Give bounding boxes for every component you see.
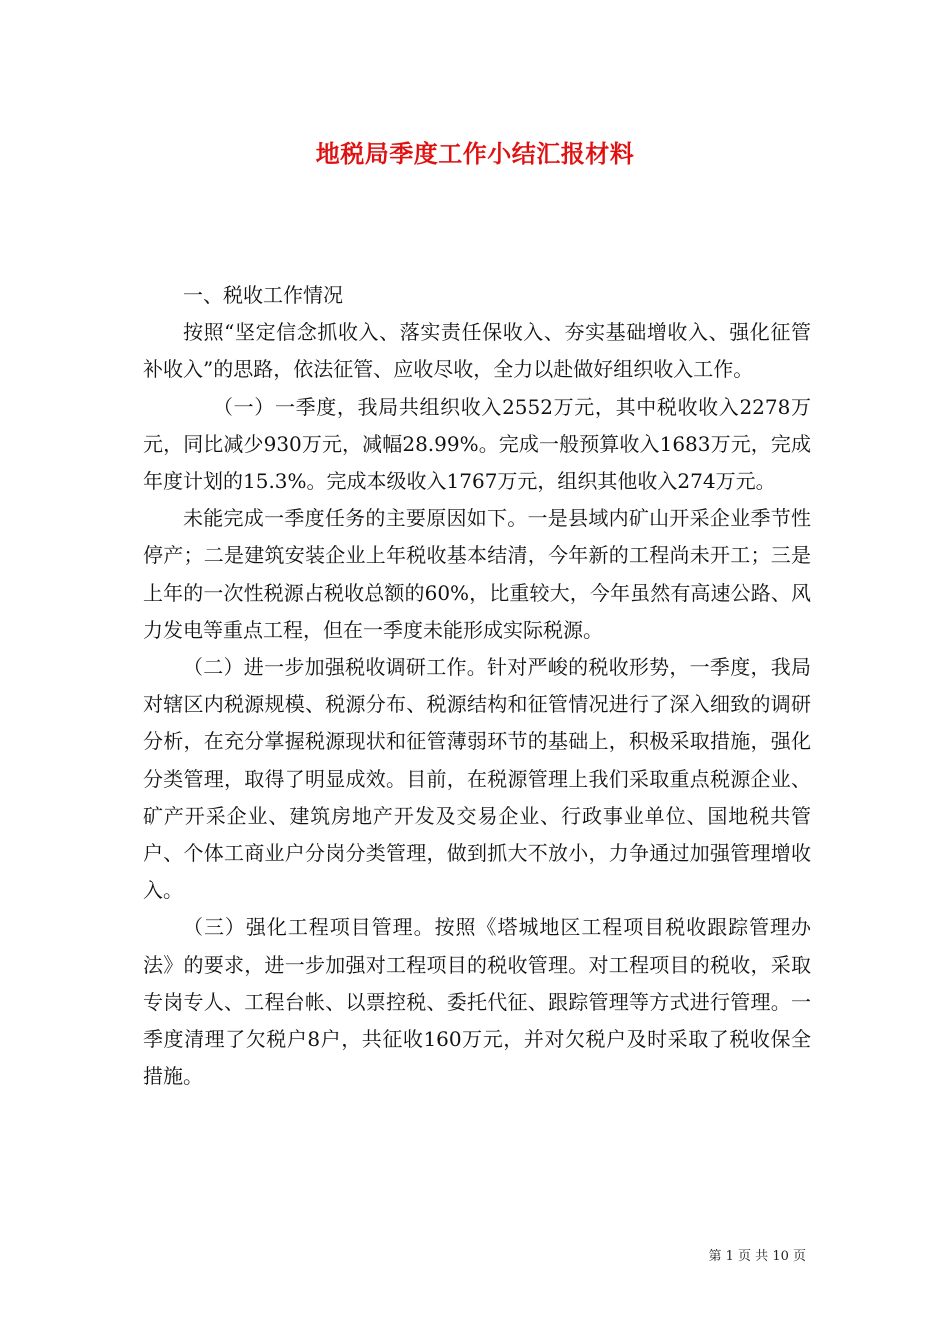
paragraph-projects: （三）强化工程项目管理。按照《塔城地区工程项目税收跟踪管理办法》的要求，进一步加强对工程项目的税收管理。对工程项目的税收，采取专岗专人、工程台帐、以票控税、委托代征、跟踪管理等方式进行管理。一季度清理了欠税户8户，共征收160万元，并对欠税户及时采取了税收保全措施。 [143, 915, 811, 1089]
document-title: 地税局季度工作小结汇报材料 [315, 139, 635, 168]
document-body [143, 277, 811, 1095]
section-heading: 一、税收工作情况 [183, 283, 343, 307]
paragraph-revenue: （一）一季度，我局共组织收入2552万元，其中税收收入2278万元，同比减少930万元，减幅28.99%。完成一般预算收入1683万元，完成年度计划的15.3%。完成本级收入1767万元，组织其他收入274万元。 [143, 394, 811, 494]
paragraph-research: （二）进一步加强税收调研工作。针对严峻的税收形势，一季度，我局对辖区内税源规模、税源分布、税源结构和征管情况进行了深入细致的调研分析，在充分掌握税源现状和征管薄弱环节的基础上，积极采取措施，强化分类管理，取得了明显成效。目前，在税源管理上我们采取重点税源企业、矿产开采企业、建筑房地产开发及交易企业、行政事业单位、国地税共管户、个体工商业户分岗分类管理，做到抓大不放小，力争通过加强管理增收入。 [143, 655, 811, 903]
paragraph-intro: 按照“坚定信念抓收入、落实责任保收入、夯实基础增收入、强化征管补收入”的思路，依法征管、应收尽收，全力以赴做好组织收入工作。 [143, 320, 811, 382]
page-number: 第 1 页 共 10 页 [708, 1249, 806, 1264]
paragraph-reasons: 未能完成一季度任务的主要原因如下。一是县域内矿山开采企业季节性停产；二是建筑安装企业上年税收基本结清，今年新的工程尚未开工；三是上年的一次性税源占税收总额的60%，比重较大，今年虽然有高速公路、风力发电等重点工程，但在一季度未能形成实际税源。 [143, 506, 811, 642]
